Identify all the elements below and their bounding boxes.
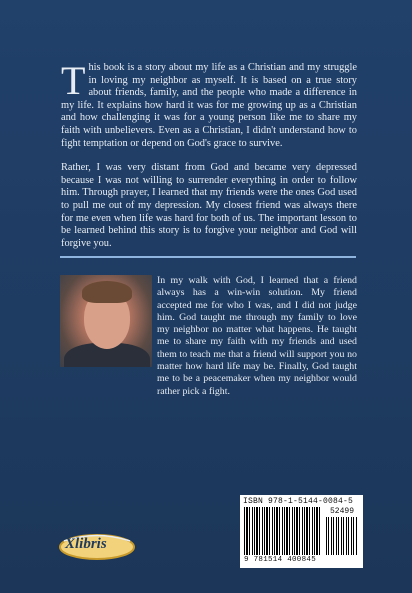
author-photo xyxy=(60,275,152,367)
divider-rule xyxy=(60,256,356,258)
publisher-name: Xlibris xyxy=(65,536,107,552)
description-paragraph-1-text: his book is a story about my life as a Christian and my struggle in loving my neighbor as myself. It is based on a true story about friends, family, and the people who made a difference in my life. It explains how hard it was for me growing up as a Christian and how challenging it was for a young person like me to share my faith with unbelievers. Even as a Christian, I didn't understand how to fight temptation or depend on God's grace to survive. xyxy=(61,62,357,149)
author-bio: In my walk with God, I learned that a friend always has a win-win solution. My friend accepted me for who I was, and I did not judge him. God taught me through my family to love my neighbor no matter what happens. He taught me to share my faith with my friends and used them to teach me that a friend will support you no matter how hard life may be. Finally, God taught me to be a peacemaker when my neighbor would rather pick a fight. xyxy=(157,275,357,397)
description-paragraph-1 xyxy=(61,58,357,150)
ean-number: 9 781514 400845 xyxy=(244,556,317,564)
price-barcode-bars xyxy=(326,517,358,555)
description-paragraph-2: Rather, I was very distant from God and became very depressed because I was not willing to surrender everything in order to follow him. Through prayer, I learned that my friends were the ones God used to pull me out of my depression. My closest friend was always there for me even when life was hard for both of us. The important lesson to be learned behind this story is to forgive your neighbor and God will forgive you. xyxy=(61,162,357,249)
publisher-logo xyxy=(58,532,136,562)
drop-cap: T xyxy=(61,58,86,103)
isbn-text: ISBN 978-1-5144-0084-5 xyxy=(243,497,354,506)
barcode xyxy=(240,495,363,568)
barcode-bars xyxy=(244,507,320,555)
book-description xyxy=(61,58,357,262)
price-code: 52499 xyxy=(330,507,355,516)
author-photo-hair xyxy=(82,281,132,303)
